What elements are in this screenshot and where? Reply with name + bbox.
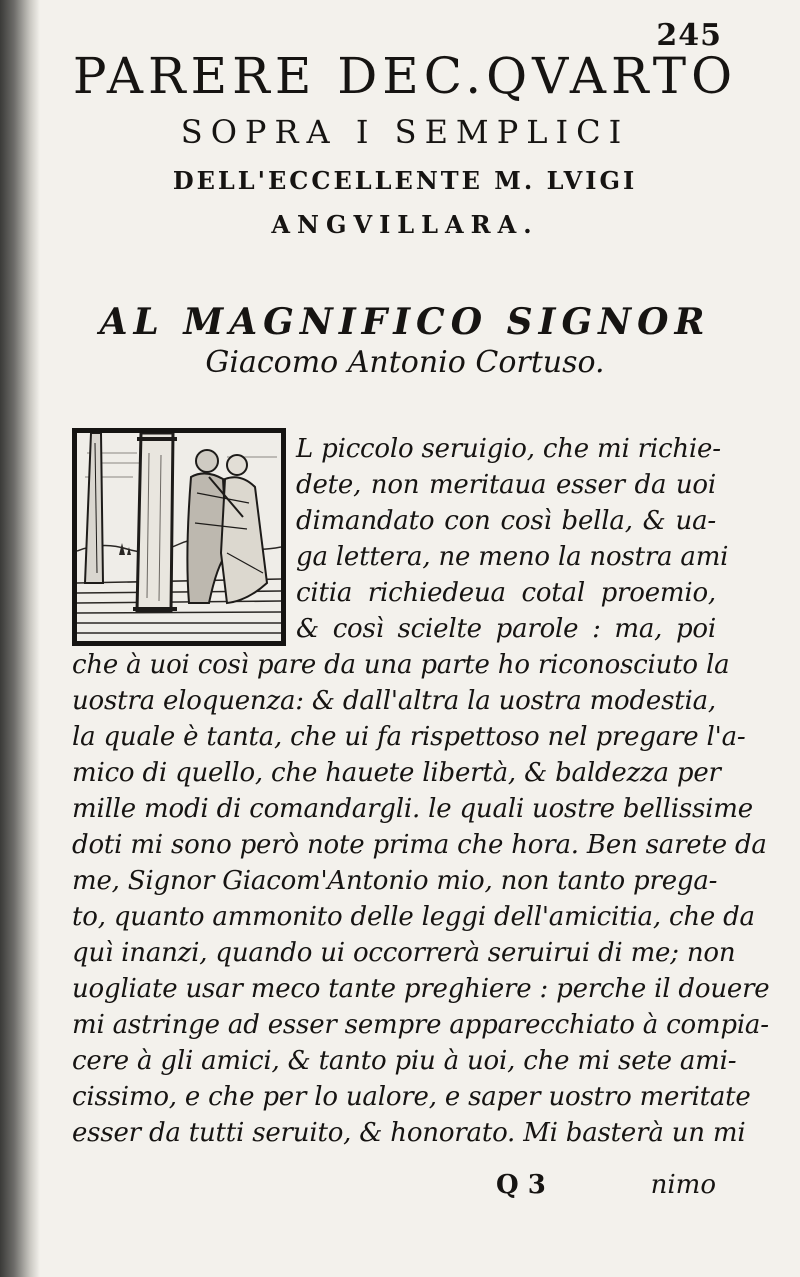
text-line: dete, non meritaua esser da uoi [296, 470, 716, 500]
page-footer [496, 1168, 716, 1202]
book-binding-shadow [0, 0, 40, 1277]
text-line: mico di quello, che hauete libertà, & baldezza per [72, 758, 721, 788]
text-line: mi astringe ad esser sempre apparecchiato à compia- [72, 1010, 769, 1040]
text-line: quì inanzi, quando ui occorrerà seruirui di me; non [72, 938, 736, 968]
text-line: esser da tutti seruito, & honorato. Mi basterà un mi [72, 1118, 746, 1148]
text-line: uogliate usar meco tante preghiere : perche il douere [72, 974, 770, 1004]
title-line-1: PARERE DEC.QVARTO [72, 47, 738, 105]
text-line: mille modi di comandargli. le quali uostre bellissime [72, 794, 753, 824]
text-line: cissimo, e che per lo ualore, e saper uostro meritate [72, 1082, 751, 1112]
title-line-2: SOPRA I SEMPLICI [180, 113, 630, 151]
text-line: cere à gli amici, & tanto piu à uoi, che mi sete ami- [72, 1046, 737, 1076]
dedication-line-2: Giacomo Antonio Cortuso. [205, 345, 605, 380]
text-line: che à uoi così pare da una parte ho riconosciuto la [72, 650, 730, 680]
page-number: 245 [656, 18, 722, 53]
text-line: doti mi sono però note prima che hora. Ben sarete da [72, 830, 767, 860]
text-line: me, Signor Giacom'Antonio mio, non tanto prega- [72, 866, 718, 896]
text-line: & così scielte parole : ma, poi [296, 614, 716, 644]
text-line: citia richiedeua cotal proemio, [296, 578, 716, 608]
text-line: uostra eloquenza: & dall'altra la uostra modestia, [72, 686, 716, 716]
text-line: L piccolo seruigio, che mi richie- [296, 434, 721, 464]
signature-mark: Q 3 [496, 1170, 546, 1200]
title-line-4: ANGVILLARA. [271, 210, 539, 239]
text-line: ga lettera, ne meno la nostra ami [296, 542, 729, 572]
text-line: to, quanto ammonito delle leggi dell'amicitia, che da [72, 902, 755, 932]
text-line: la quale è tanta, che ui fa rispettoso nel pregare l'a- [72, 722, 746, 752]
title-line-3: DELL'ECCELLENTE M. LVIGI [172, 166, 638, 195]
decorated-initial-woodcut [72, 428, 286, 646]
text-line: dimandato con così bella, & ua- [296, 506, 716, 536]
woodcut-illustration-icon [77, 433, 281, 641]
dedication-line-1: AL MAGNIFICO SIGNOR [99, 301, 711, 343]
catchword: nimo [650, 1170, 716, 1200]
